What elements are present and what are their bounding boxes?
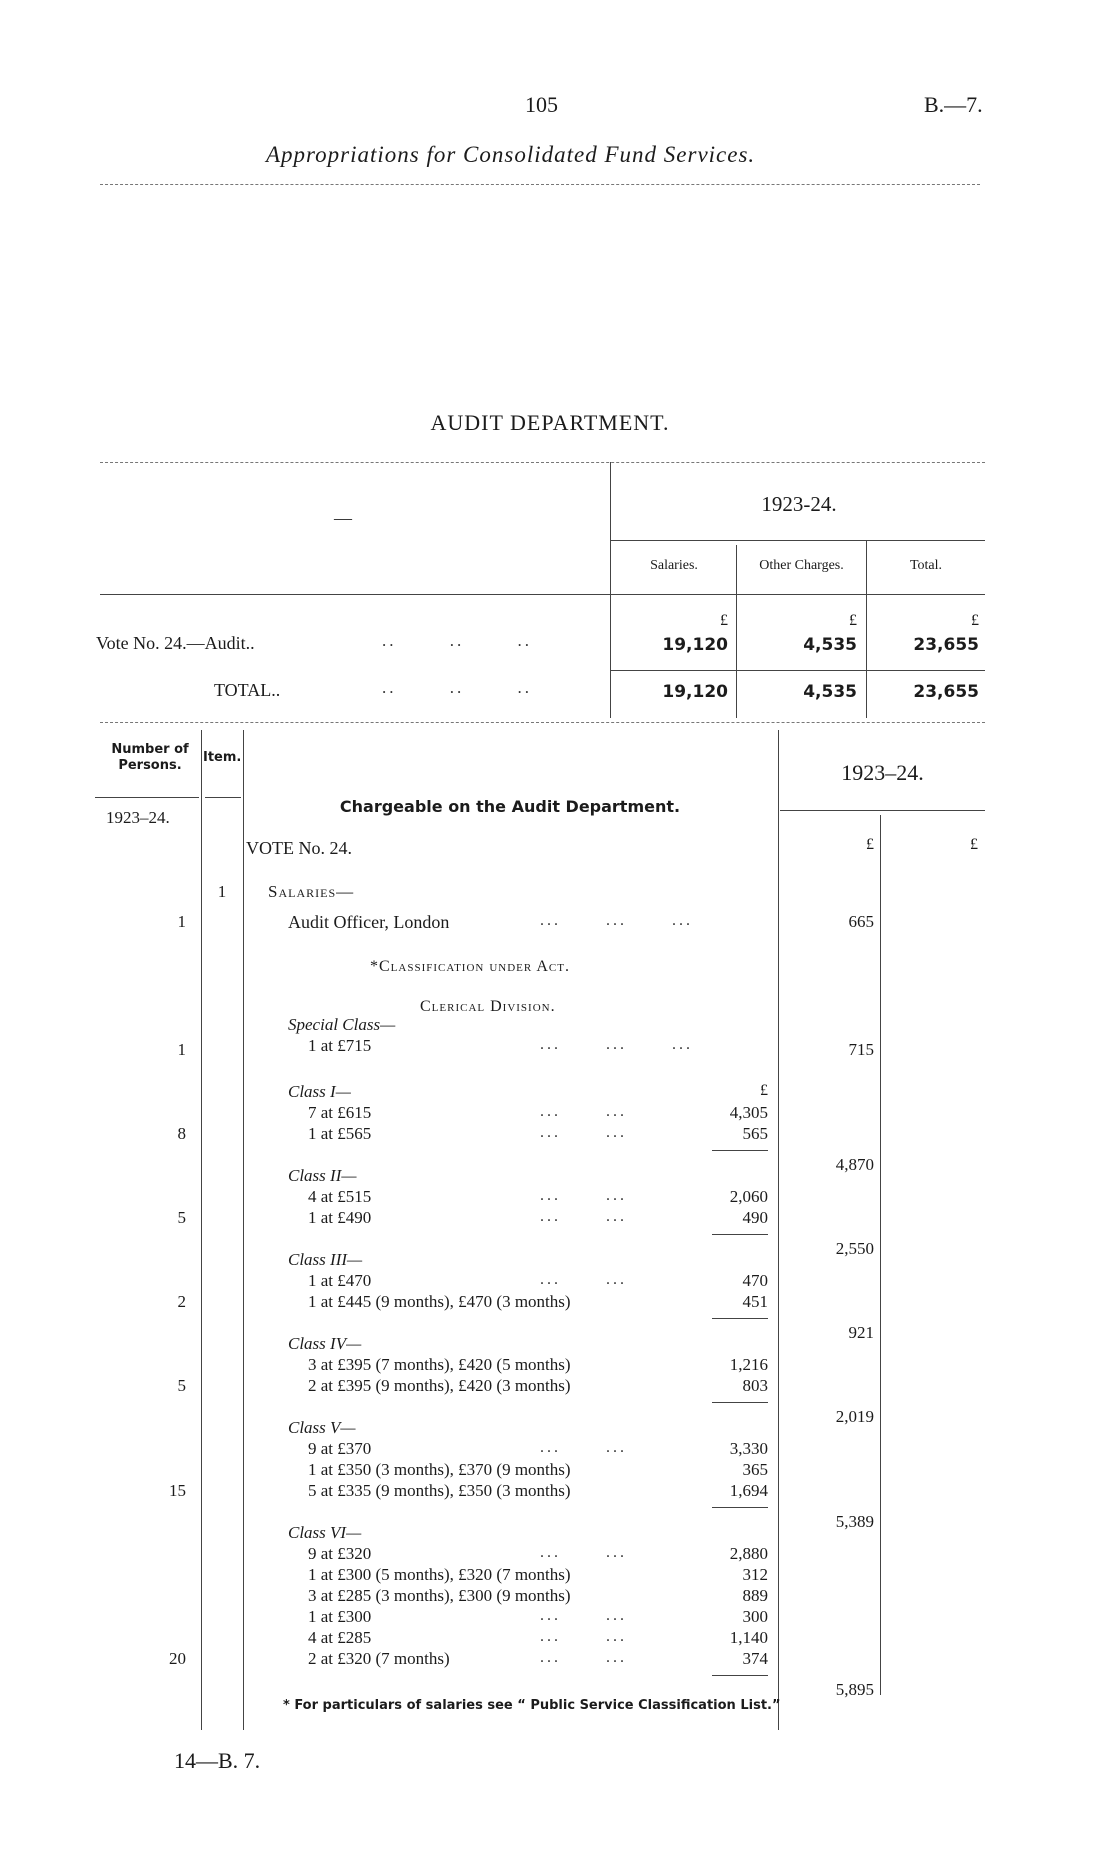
- line-amount: 312: [742, 1565, 768, 1584]
- line-label: 3 at £285 (3 months), £300 (9 months): [308, 1586, 571, 1605]
- line-label: 9 at £370: [308, 1439, 372, 1458]
- line-label: 4 at £285: [308, 1628, 372, 1647]
- persons-count: 5: [177, 1376, 186, 1395]
- persons-count: 20: [169, 1649, 186, 1668]
- class-subtotal: 2,550: [835, 1239, 874, 1258]
- summary-bottom-rule: [100, 722, 985, 723]
- summary-header-rule: [100, 594, 985, 595]
- class-name: Class I—: [288, 1082, 351, 1101]
- summary-other-value: 4,535: [803, 635, 857, 655]
- summary-total-value: 23,655: [913, 682, 979, 702]
- line-amount: 889: [742, 1586, 768, 1605]
- persons-count: 15: [169, 1481, 186, 1500]
- line-dots: ... ... ...: [540, 1036, 693, 1053]
- line-amount: 1,216: [729, 1355, 768, 1374]
- col-header-persons: Number of Persons.: [111, 742, 189, 773]
- line-amount: 490: [742, 1208, 768, 1227]
- class-name: Class VI—: [288, 1523, 362, 1542]
- classification-heading: *Classification under Act.: [370, 958, 570, 975]
- line-label: 1 at £350 (3 months), £370 (9 months): [308, 1460, 571, 1479]
- summary-col-other-charges: Other Charges.: [759, 558, 844, 573]
- line-label: 2 at £395 (9 months), £420 (3 months): [308, 1376, 571, 1395]
- summary-col-salaries: Salaries.: [650, 558, 698, 573]
- line-amount: 2,060: [729, 1187, 768, 1206]
- subtotal-rule: [712, 1675, 768, 1676]
- amount-year: 1923–24.: [841, 760, 924, 785]
- line-label: 7 at £615: [308, 1103, 372, 1122]
- class-name: Special Class—: [288, 1015, 396, 1034]
- line-dots: ... ...: [540, 1607, 627, 1624]
- amount-column-divider: [880, 815, 881, 1695]
- summary-currency: £: [849, 612, 857, 629]
- class-subtotal: 5,895: [835, 1680, 874, 1699]
- line-dots: ... ...: [540, 1271, 627, 1288]
- line-dots: ... ...: [540, 1649, 627, 1666]
- line-label: 1 at £300 (5 months), £320 (7 months): [308, 1565, 571, 1584]
- class-subtotal: 921: [848, 1323, 874, 1342]
- summary-salaries-value: 19,120: [662, 682, 728, 702]
- summary-total-rule: [610, 670, 985, 671]
- line-label: 1 at £565: [308, 1124, 372, 1143]
- line-label: 1 at £490: [308, 1208, 372, 1227]
- department-title: AUDIT DEPARTMENT.: [430, 410, 670, 435]
- line-label: 5 at £335 (9 months), £350 (3 months): [308, 1481, 571, 1500]
- vote-heading: VOTE No. 24.: [246, 838, 352, 858]
- class-subtotal: 2,019: [835, 1407, 874, 1426]
- document-reference: B.—7.: [924, 92, 983, 117]
- class-subtotal: 715: [848, 1040, 874, 1059]
- item-header-rule: [205, 797, 241, 798]
- item-description-divider: [243, 730, 244, 1730]
- line-amount: 565: [742, 1124, 768, 1143]
- summary-row-label: TOTAL..: [214, 680, 281, 700]
- summary-year-rule: [610, 540, 985, 541]
- line-amount: 2,880: [729, 1544, 768, 1563]
- summary-row-label: Vote No. 24.—Audit..: [96, 633, 255, 653]
- summary-year: 1923-24.: [761, 492, 837, 516]
- line-currency: £: [760, 1082, 768, 1099]
- persons-year: 1923–24.: [106, 808, 170, 827]
- salaries-heading: Salaries—: [268, 882, 355, 901]
- amount-currency: £: [866, 836, 874, 853]
- line-label: 3 at £395 (7 months), £420 (5 months): [308, 1355, 571, 1374]
- class-subtotal: 5,389: [835, 1512, 874, 1531]
- summary-salaries-value: 19,120: [662, 635, 728, 655]
- summary-total-value: 23,655: [913, 635, 979, 655]
- summary-row-dots: .. .. ..: [382, 678, 532, 697]
- line-label: 1 at £715: [308, 1036, 372, 1055]
- summary-currency: £: [971, 612, 979, 629]
- persons-count: 1: [177, 912, 186, 931]
- line-amount: 1,140: [729, 1628, 768, 1647]
- footnote: * For particulars of salaries see “ Public Service Classification List.”: [283, 1698, 781, 1713]
- subtotal-rule: [712, 1234, 768, 1235]
- line-label: 9 at £320: [308, 1544, 372, 1563]
- persons-count: 8: [177, 1124, 186, 1143]
- class-name: Class V—: [288, 1418, 356, 1437]
- line-label: 2 at £320 (7 months): [308, 1649, 450, 1668]
- chargeable-heading: Chargeable on the Audit Department.: [339, 797, 681, 816]
- summary-col-divider: [610, 462, 611, 718]
- line-label: 1 at £470: [308, 1271, 372, 1290]
- subtotal-rule: [712, 1150, 768, 1151]
- signature-mark: 14—B. 7.: [174, 1748, 261, 1773]
- line-dots: ... ... ...: [540, 912, 693, 929]
- line-amount: 803: [742, 1376, 768, 1395]
- description-amount-divider: [778, 730, 779, 1730]
- amount-header-rule: [780, 810, 985, 811]
- class-name: Class III—: [288, 1250, 363, 1269]
- summary-col-total: Total.: [909, 558, 943, 573]
- running-title: Appropriations for Consolidated Fund Services.: [266, 142, 756, 167]
- line-amount: 3,330: [729, 1439, 768, 1458]
- subtotal-rule: [712, 1507, 768, 1508]
- summary-other-value: 4,535: [803, 682, 857, 702]
- line-amount: 374: [742, 1649, 768, 1668]
- summary-currency: £: [720, 612, 728, 629]
- header-rule: [100, 184, 980, 185]
- line-dots: ... ...: [540, 1208, 627, 1225]
- persons-header-rule: [95, 797, 199, 798]
- page-number: 105: [525, 92, 558, 117]
- persons-count: 2: [177, 1292, 186, 1311]
- line-amount: 470: [742, 1271, 768, 1290]
- line-dots: ... ...: [540, 1103, 627, 1120]
- subtotal-rule: [712, 1318, 768, 1319]
- line-dots: ... ...: [540, 1628, 627, 1645]
- line-amount: 4,305: [729, 1103, 768, 1122]
- item-number: 1: [217, 882, 227, 901]
- line-dots: ... ...: [540, 1124, 627, 1141]
- subtotal-rule: [712, 1402, 768, 1403]
- line-label: Audit Officer, London: [288, 912, 450, 932]
- summary-row-dots: .. .. ..: [382, 631, 532, 650]
- persons-item-divider: [201, 730, 202, 1730]
- summary-dash: —: [334, 508, 352, 528]
- line-total: 665: [848, 912, 874, 931]
- line-label: 1 at £445 (9 months), £470 (3 months): [308, 1292, 571, 1311]
- amount-currency: £: [970, 836, 978, 853]
- persons-count: 5: [177, 1208, 186, 1227]
- class-subtotal: 4,870: [835, 1155, 874, 1174]
- line-amount: 451: [742, 1292, 768, 1311]
- class-name: Class IV—: [288, 1334, 362, 1353]
- line-amount: 300: [742, 1607, 768, 1626]
- line-dots: ... ...: [540, 1439, 627, 1456]
- division-heading: Clerical Division.: [420, 998, 556, 1015]
- line-label: 1 at £300: [308, 1607, 372, 1626]
- persons-count: 1: [177, 1040, 186, 1059]
- col-header-item: Item.: [203, 750, 242, 765]
- line-dots: ... ...: [540, 1187, 627, 1204]
- class-name: Class II—: [288, 1166, 357, 1185]
- line-dots: ... ...: [540, 1544, 627, 1561]
- line-amount: 365: [742, 1460, 768, 1479]
- line-amount: 1,694: [729, 1481, 768, 1500]
- summary-top-rule: [100, 462, 985, 463]
- line-label: 4 at £515: [308, 1187, 372, 1206]
